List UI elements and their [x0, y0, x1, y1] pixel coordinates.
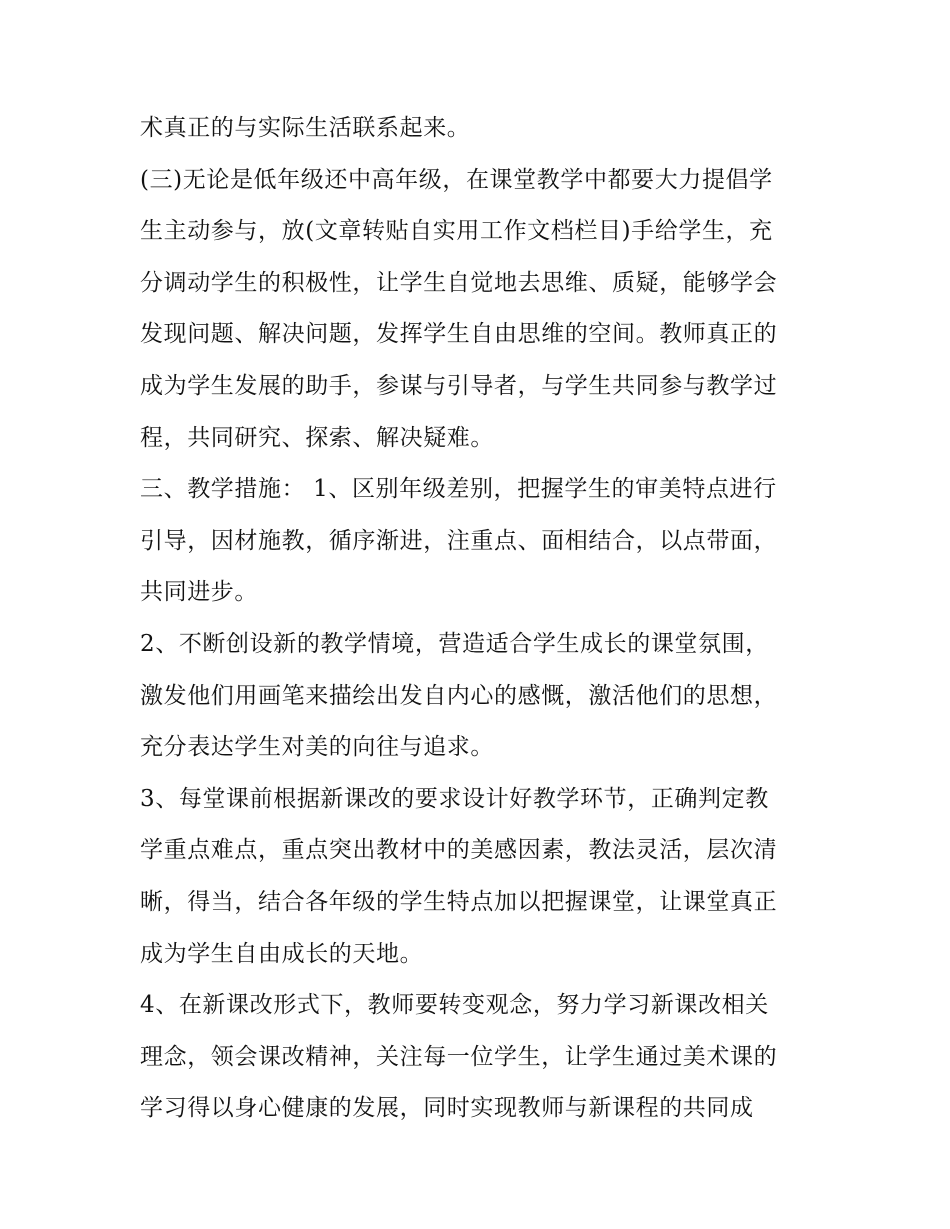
text-line: 成为学生自由成长的天地。 [140, 940, 424, 967]
text-line: 学重点难点，重点突出教材中的美感因素，教法灵活，层次清 [140, 837, 778, 864]
text-line: 激发他们用画笔来描绘出发自内心的感慨，激活他们的思想， [140, 682, 778, 709]
text-line: 学习得以身心健康的发展，同时实现教师与新课程的共同成 [140, 1095, 754, 1122]
text-line: 理念，领会课改精神，关注每一位学生，让学生通过美术课的 [140, 1043, 778, 1070]
text-line: 术真正的与实际生活联系起来。 [140, 115, 471, 141]
text-line: 3、每堂课前根据新课改的要求设计好教学环节，正确判定教 [140, 785, 769, 812]
text-line: 分调动学生的积极性，让学生自觉地去思维、质疑，能够学会 [140, 269, 778, 296]
text-line: (三)无论是低年级还中高年级，在课堂教学中都要大力提倡学 [140, 166, 773, 193]
body-text [140, 108, 830, 1140]
text-line: 发现问题、解决问题，发挥学生自由思维的空间。教师真正的 [140, 321, 778, 348]
text-line: 程，共同研究、探索、解决疑难。 [140, 424, 494, 451]
text-line: 共同进步。 [140, 579, 258, 606]
text-line: 成为学生发展的助手，参谋与引导者，与学生共同参与教学过 [140, 372, 778, 399]
text-line: 4、在新课改形式下，教师要转变观念，努力学习新课改相关 [140, 992, 769, 1019]
text-line: 晰，得当，结合各年级的学生特点加以把握课堂，让课堂真正 [140, 888, 778, 915]
text-line: 引导，因材施教，循序渐进，注重点、面相结合，以点带面， [140, 527, 778, 554]
text-line: 2、不断创设新的教学情境，营造适合学生成长的课堂氛围， [140, 630, 769, 657]
text-line: 三、教学措施： 1、区别年级差别，把握学生的审美特点进行 [140, 476, 777, 503]
text-line: 生主动参与，放(文章转贴自实用工作文档栏目)手给学生，充 [140, 218, 773, 245]
text-line: 充分表达学生对美的向往与追求。 [140, 734, 494, 761]
